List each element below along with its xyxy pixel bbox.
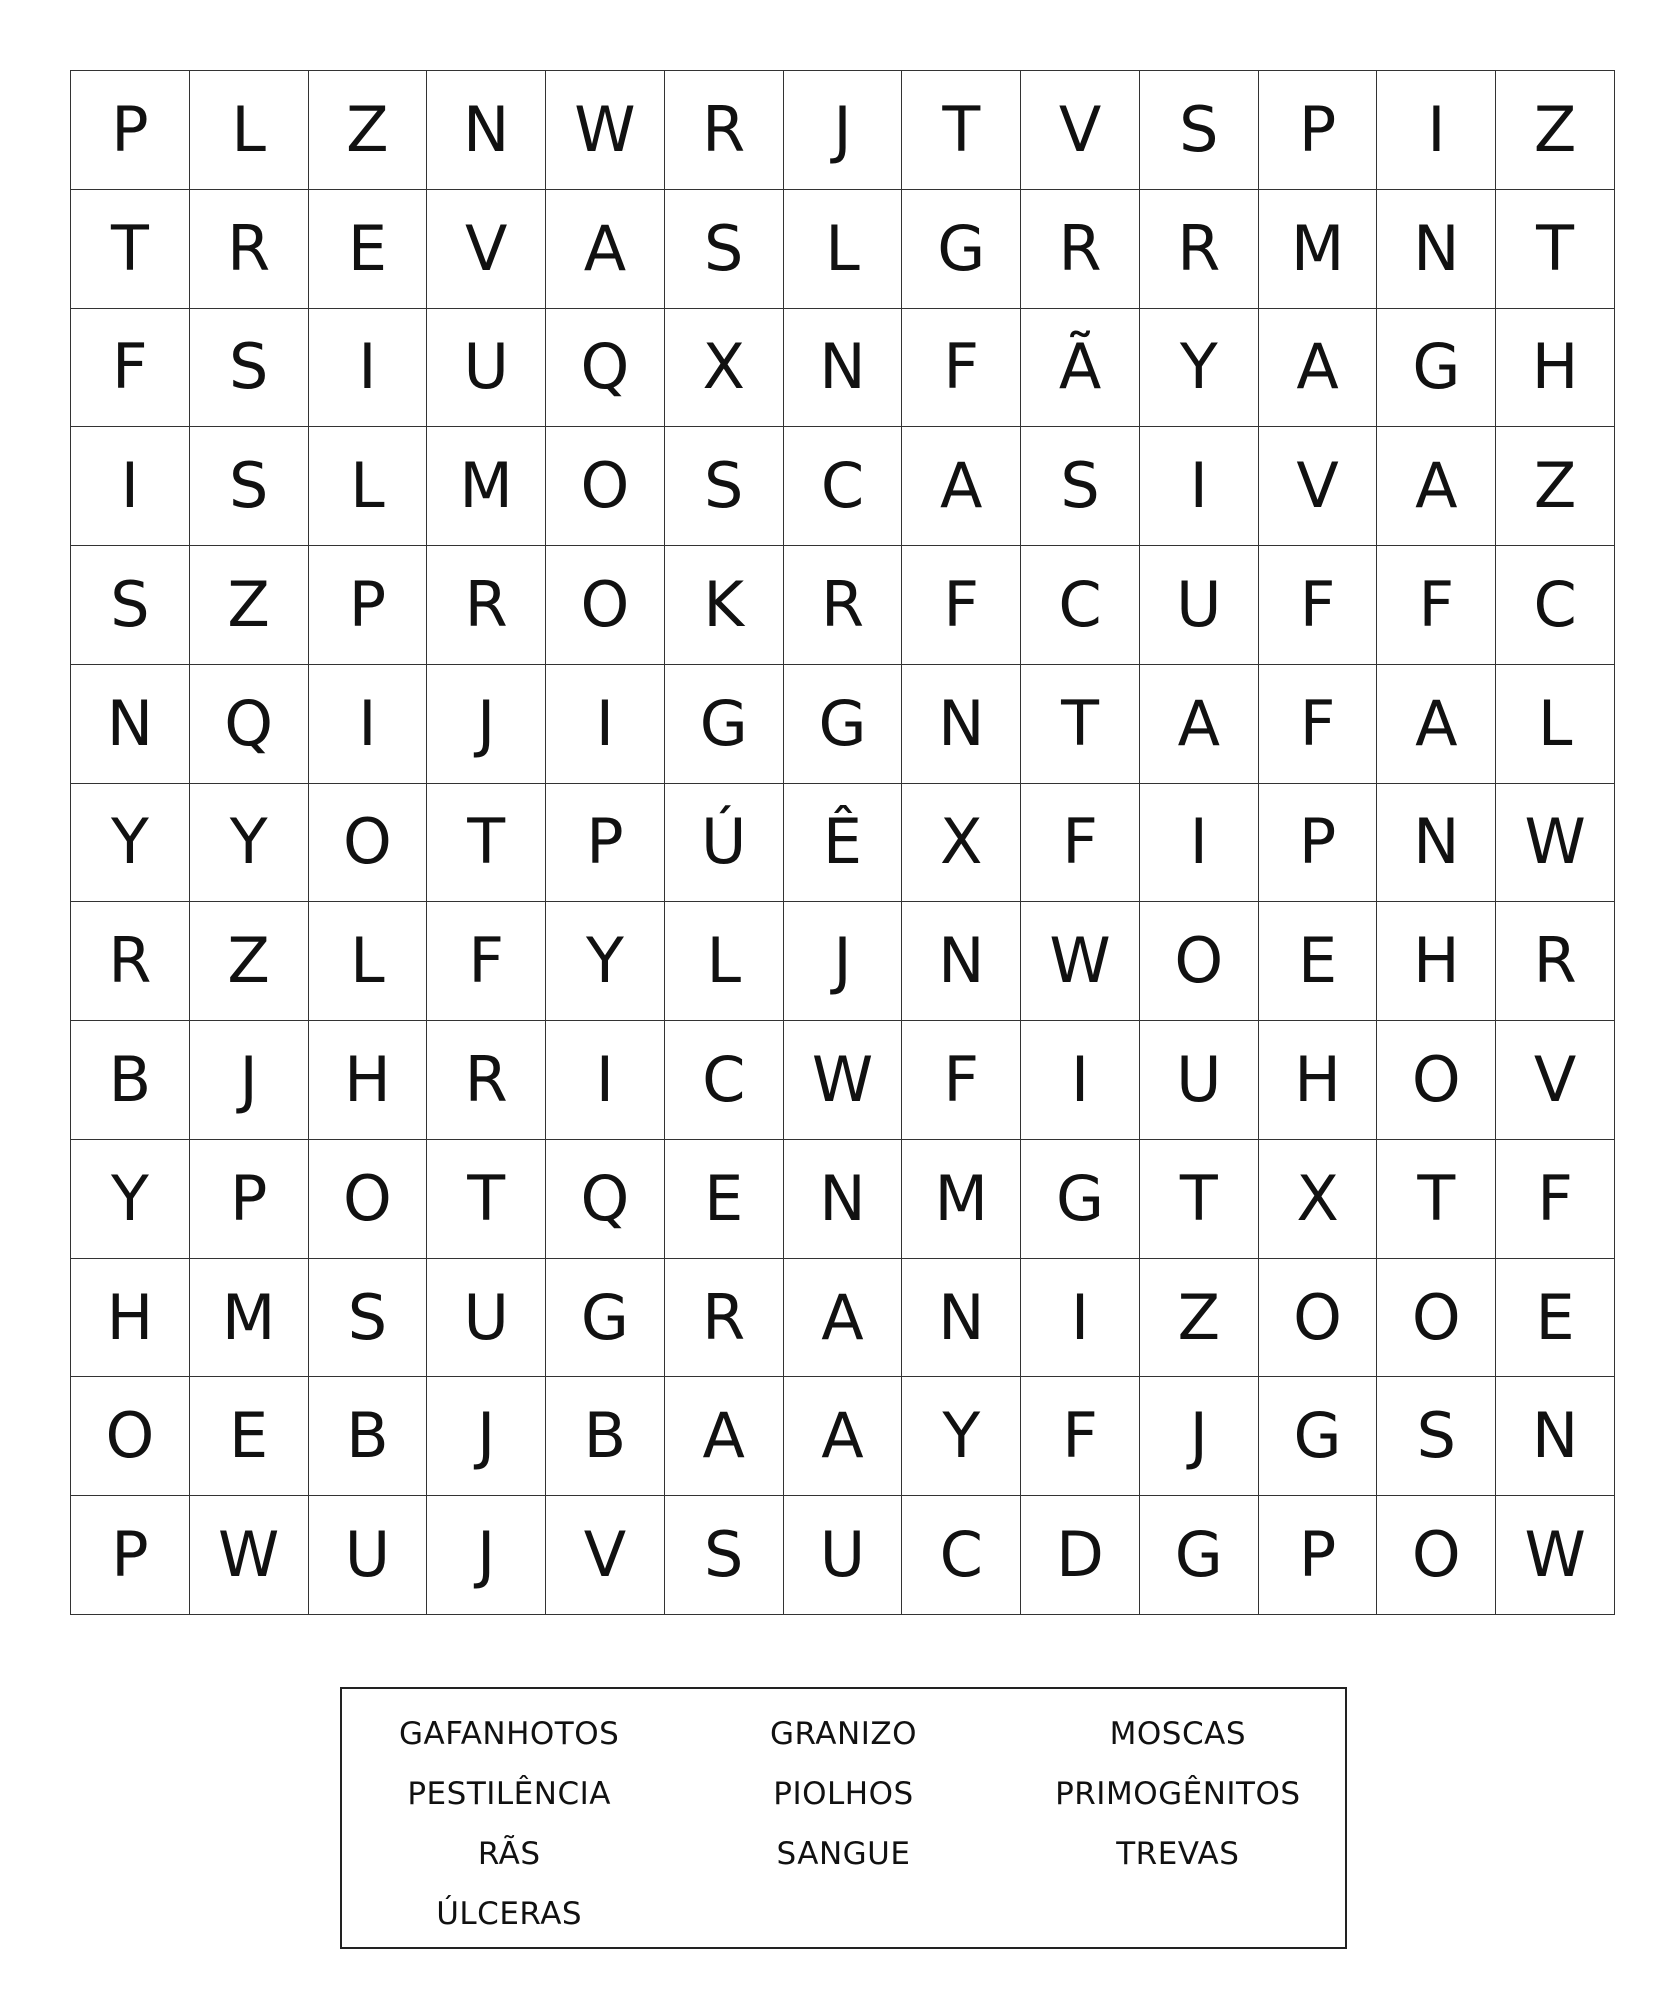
grid-cell[interactable]: R bbox=[190, 190, 309, 309]
grid-cell[interactable]: G bbox=[546, 1259, 665, 1378]
grid-cell[interactable]: F bbox=[902, 309, 1021, 428]
grid-cell[interactable]: O bbox=[1377, 1496, 1496, 1615]
grid-cell[interactable]: R bbox=[71, 902, 190, 1021]
grid-cell[interactable]: O bbox=[1259, 1259, 1378, 1378]
grid-cell[interactable]: O bbox=[1377, 1259, 1496, 1378]
grid-cell[interactable]: J bbox=[427, 1377, 546, 1496]
grid-cell[interactable]: W bbox=[546, 71, 665, 190]
grid-cell[interactable]: H bbox=[1496, 309, 1615, 428]
grid-cell[interactable]: H bbox=[71, 1259, 190, 1378]
grid-cell[interactable]: L bbox=[309, 427, 428, 546]
grid-cell[interactable]: M bbox=[902, 1140, 1021, 1259]
grid-cell[interactable]: F bbox=[1259, 665, 1378, 784]
grid-cell[interactable]: A bbox=[665, 1377, 784, 1496]
grid-cell[interactable]: O bbox=[309, 784, 428, 903]
grid-cell[interactable]: K bbox=[665, 546, 784, 665]
grid-cell[interactable]: S bbox=[665, 427, 784, 546]
grid-cell[interactable]: M bbox=[427, 427, 546, 546]
grid-cell[interactable]: J bbox=[427, 665, 546, 784]
grid-cell[interactable]: V bbox=[1021, 71, 1140, 190]
letter-grid bbox=[70, 70, 1615, 1615]
grid-cell[interactable]: Y bbox=[71, 784, 190, 903]
grid-cell[interactable]: T bbox=[427, 1140, 546, 1259]
grid-cell[interactable]: W bbox=[1496, 1496, 1615, 1615]
grid-cell[interactable]: J bbox=[427, 1496, 546, 1615]
grid-cell[interactable]: N bbox=[784, 309, 903, 428]
grid-cell[interactable]: N bbox=[902, 1259, 1021, 1378]
grid-cell[interactable]: Y bbox=[71, 1140, 190, 1259]
grid-cell[interactable]: F bbox=[1496, 1140, 1615, 1259]
grid-cell[interactable]: S bbox=[1140, 71, 1259, 190]
word-list-item: GRANIZO bbox=[770, 1716, 917, 1752]
grid-cell[interactable]: G bbox=[1377, 309, 1496, 428]
grid-cell[interactable]: G bbox=[1259, 1377, 1378, 1496]
grid-cell[interactable]: C bbox=[902, 1496, 1021, 1615]
grid-cell[interactable]: R bbox=[427, 546, 546, 665]
grid-cell[interactable]: L bbox=[190, 71, 309, 190]
grid-cell[interactable]: S bbox=[665, 190, 784, 309]
grid-cell[interactable]: G bbox=[1021, 1140, 1140, 1259]
grid-cell[interactable]: P bbox=[190, 1140, 309, 1259]
grid-cell[interactable]: Y bbox=[1140, 309, 1259, 428]
grid-cell[interactable]: T bbox=[71, 190, 190, 309]
grid-cell[interactable]: T bbox=[427, 784, 546, 903]
grid-cell[interactable]: S bbox=[190, 309, 309, 428]
word-list-item: MOSCAS bbox=[1109, 1716, 1246, 1752]
grid-cell[interactable]: H bbox=[309, 1021, 428, 1140]
grid-cell[interactable]: C bbox=[1496, 546, 1615, 665]
grid-cell[interactable]: P bbox=[546, 784, 665, 903]
grid-cell[interactable]: I bbox=[1021, 1021, 1140, 1140]
grid-cell[interactable]: Z bbox=[309, 71, 428, 190]
grid-cell[interactable]: I bbox=[1021, 1259, 1140, 1378]
grid-cell[interactable]: S bbox=[665, 1496, 784, 1615]
grid-cell[interactable]: T bbox=[1140, 1140, 1259, 1259]
grid-cell[interactable]: B bbox=[546, 1377, 665, 1496]
grid-cell[interactable]: C bbox=[784, 427, 903, 546]
grid-cell[interactable]: Ê bbox=[784, 784, 903, 903]
grid-cell[interactable]: U bbox=[1140, 546, 1259, 665]
grid-cell[interactable]: A bbox=[784, 1377, 903, 1496]
grid-cell[interactable]: J bbox=[784, 71, 903, 190]
word-list-item: RÃS bbox=[477, 1836, 541, 1872]
grid-cell[interactable]: S bbox=[1377, 1377, 1496, 1496]
grid-cell[interactable]: H bbox=[1377, 902, 1496, 1021]
grid-cell[interactable]: P bbox=[71, 71, 190, 190]
grid-cell[interactable]: F bbox=[71, 309, 190, 428]
grid-cell[interactable]: R bbox=[784, 546, 903, 665]
grid-cell[interactable]: N bbox=[427, 71, 546, 190]
grid-cell[interactable]: V bbox=[1496, 1021, 1615, 1140]
grid-cell[interactable]: E bbox=[665, 1140, 784, 1259]
grid-cell[interactable]: F bbox=[1377, 546, 1496, 665]
grid-cell[interactable]: J bbox=[784, 902, 903, 1021]
word-list-item: ÚLCERAS bbox=[436, 1896, 583, 1932]
grid-cell[interactable]: A bbox=[1259, 309, 1378, 428]
grid-cell[interactable]: Ú bbox=[665, 784, 784, 903]
grid-cell[interactable]: Y bbox=[902, 1377, 1021, 1496]
grid-cell[interactable]: O bbox=[71, 1377, 190, 1496]
grid-cell[interactable]: Z bbox=[1496, 71, 1615, 190]
grid-cell[interactable]: M bbox=[190, 1259, 309, 1378]
grid-cell[interactable]: Q bbox=[546, 1140, 665, 1259]
grid-cell[interactable]: W bbox=[1496, 784, 1615, 903]
grid-cell[interactable]: F bbox=[427, 902, 546, 1021]
grid-cell[interactable]: Q bbox=[190, 665, 309, 784]
grid-cell[interactable]: U bbox=[427, 1259, 546, 1378]
grid-cell[interactable]: A bbox=[1140, 665, 1259, 784]
grid-cell[interactable]: Ã bbox=[1021, 309, 1140, 428]
grid-cell[interactable]: E bbox=[1259, 902, 1378, 1021]
word-list-item: SANGUE bbox=[776, 1836, 911, 1872]
grid-cell[interactable]: L bbox=[784, 190, 903, 309]
grid-cell[interactable]: V bbox=[427, 190, 546, 309]
grid-cell[interactable]: X bbox=[902, 784, 1021, 903]
grid-cell[interactable]: P bbox=[1259, 784, 1378, 903]
grid-cell[interactable]: N bbox=[902, 902, 1021, 1021]
grid-cell[interactable]: Y bbox=[546, 902, 665, 1021]
grid-cell[interactable]: S bbox=[1021, 427, 1140, 546]
grid-cell[interactable]: T bbox=[1377, 1140, 1496, 1259]
grid-cell[interactable]: M bbox=[1259, 190, 1378, 309]
grid-cell[interactable]: Z bbox=[190, 902, 309, 1021]
grid-cell[interactable]: R bbox=[665, 1259, 784, 1378]
word-list-item: PRIMOGÊNITOS bbox=[1055, 1776, 1301, 1812]
grid-cell[interactable]: U bbox=[784, 1496, 903, 1615]
grid-cell[interactable]: B bbox=[71, 1021, 190, 1140]
grid-cell[interactable]: X bbox=[665, 309, 784, 428]
grid-cell[interactable]: U bbox=[427, 309, 546, 428]
grid-cell[interactable]: N bbox=[71, 665, 190, 784]
grid-cell[interactable]: A bbox=[546, 190, 665, 309]
grid-cell[interactable]: I bbox=[309, 309, 428, 428]
grid-cell[interactable]: S bbox=[190, 427, 309, 546]
grid-cell[interactable]: Y bbox=[190, 784, 309, 903]
grid-cell[interactable]: B bbox=[309, 1377, 428, 1496]
grid-cell[interactable]: V bbox=[1259, 427, 1378, 546]
grid-cell[interactable]: P bbox=[1259, 1496, 1378, 1615]
grid-cell[interactable]: F bbox=[1021, 784, 1140, 903]
grid-cell[interactable]: C bbox=[1021, 546, 1140, 665]
word-list-item: PESTILÊNCIA bbox=[407, 1776, 611, 1812]
grid-cell[interactable]: A bbox=[1377, 427, 1496, 546]
grid-cell[interactable]: I bbox=[1377, 71, 1496, 190]
grid-cell[interactable]: N bbox=[902, 665, 1021, 784]
grid-cell[interactable]: Z bbox=[1140, 1259, 1259, 1378]
grid-cell[interactable]: R bbox=[427, 1021, 546, 1140]
grid-cell[interactable]: F bbox=[1259, 546, 1378, 665]
grid-cell[interactable]: G bbox=[784, 665, 903, 784]
grid-cell[interactable]: H bbox=[1259, 1021, 1378, 1140]
grid-cell[interactable]: G bbox=[902, 190, 1021, 309]
grid-cell[interactable]: R bbox=[1021, 190, 1140, 309]
grid-cell[interactable]: W bbox=[784, 1021, 903, 1140]
grid-cell[interactable]: A bbox=[1377, 665, 1496, 784]
grid-cell[interactable]: P bbox=[309, 546, 428, 665]
word-list-item: TREVAS bbox=[1116, 1836, 1240, 1872]
grid-cell[interactable]: D bbox=[1021, 1496, 1140, 1615]
grid-cell[interactable]: J bbox=[1140, 1377, 1259, 1496]
grid-cell[interactable]: O bbox=[309, 1140, 428, 1259]
grid-cell[interactable]: O bbox=[1377, 1021, 1496, 1140]
grid-cell[interactable]: R bbox=[665, 71, 784, 190]
grid-cell[interactable]: T bbox=[902, 71, 1021, 190]
grid-cell[interactable]: E bbox=[1496, 1259, 1615, 1378]
grid-cell[interactable]: A bbox=[902, 427, 1021, 546]
grid-cell[interactable]: F bbox=[902, 1021, 1021, 1140]
grid-cell[interactable]: I bbox=[71, 427, 190, 546]
grid-cell[interactable]: G bbox=[665, 665, 784, 784]
grid-cell[interactable]: X bbox=[1259, 1140, 1378, 1259]
grid-cell[interactable]: T bbox=[1496, 190, 1615, 309]
grid-cell[interactable]: R bbox=[1496, 902, 1615, 1021]
grid-cell[interactable]: Z bbox=[1496, 427, 1615, 546]
grid-cell[interactable]: O bbox=[1140, 902, 1259, 1021]
grid-cell[interactable]: S bbox=[309, 1259, 428, 1378]
grid-cell[interactable]: L bbox=[309, 902, 428, 1021]
grid-cell[interactable]: P bbox=[71, 1496, 190, 1615]
grid-cell[interactable]: A bbox=[784, 1259, 903, 1378]
grid-cell[interactable]: N bbox=[1496, 1377, 1615, 1496]
grid-cell[interactable]: N bbox=[784, 1140, 903, 1259]
grid-cell[interactable]: V bbox=[546, 1496, 665, 1615]
grid-cell[interactable]: J bbox=[190, 1021, 309, 1140]
word-list-item: PIOLHOS bbox=[773, 1776, 914, 1812]
word-list-item: GAFANHOTOS bbox=[398, 1716, 620, 1752]
grid-cell[interactable]: U bbox=[1140, 1021, 1259, 1140]
grid-cell[interactable]: F bbox=[1021, 1377, 1140, 1496]
grid-cell[interactable]: N bbox=[1377, 190, 1496, 309]
grid-cell[interactable]: O bbox=[546, 546, 665, 665]
grid-cell[interactable]: N bbox=[1377, 784, 1496, 903]
grid-cell[interactable]: L bbox=[1496, 665, 1615, 784]
grid-cell[interactable]: W bbox=[1021, 902, 1140, 1021]
grid-cell[interactable]: I bbox=[546, 1021, 665, 1140]
grid-cell[interactable]: U bbox=[309, 1496, 428, 1615]
grid-cell[interactable]: Q bbox=[546, 309, 665, 428]
grid-cell[interactable]: C bbox=[665, 1021, 784, 1140]
grid-cell[interactable]: I bbox=[1140, 427, 1259, 546]
grid-cell[interactable]: W bbox=[190, 1496, 309, 1615]
word-list bbox=[340, 1687, 1347, 1949]
grid-cell[interactable]: E bbox=[190, 1377, 309, 1496]
grid-cell[interactable]: S bbox=[71, 546, 190, 665]
grid-cell[interactable]: T bbox=[1021, 665, 1140, 784]
grid-cell[interactable]: F bbox=[902, 546, 1021, 665]
grid-cell[interactable]: G bbox=[1140, 1496, 1259, 1615]
grid-cell[interactable]: P bbox=[1259, 71, 1378, 190]
grid-cell[interactable]: R bbox=[1140, 190, 1259, 309]
grid-cell[interactable]: I bbox=[309, 665, 428, 784]
grid-cell[interactable]: E bbox=[309, 190, 428, 309]
grid-cell[interactable]: I bbox=[1140, 784, 1259, 903]
grid-cell[interactable]: L bbox=[665, 902, 784, 1021]
grid-cell[interactable]: Z bbox=[190, 546, 309, 665]
grid-cell[interactable]: O bbox=[546, 427, 665, 546]
grid-cell[interactable]: I bbox=[546, 665, 665, 784]
